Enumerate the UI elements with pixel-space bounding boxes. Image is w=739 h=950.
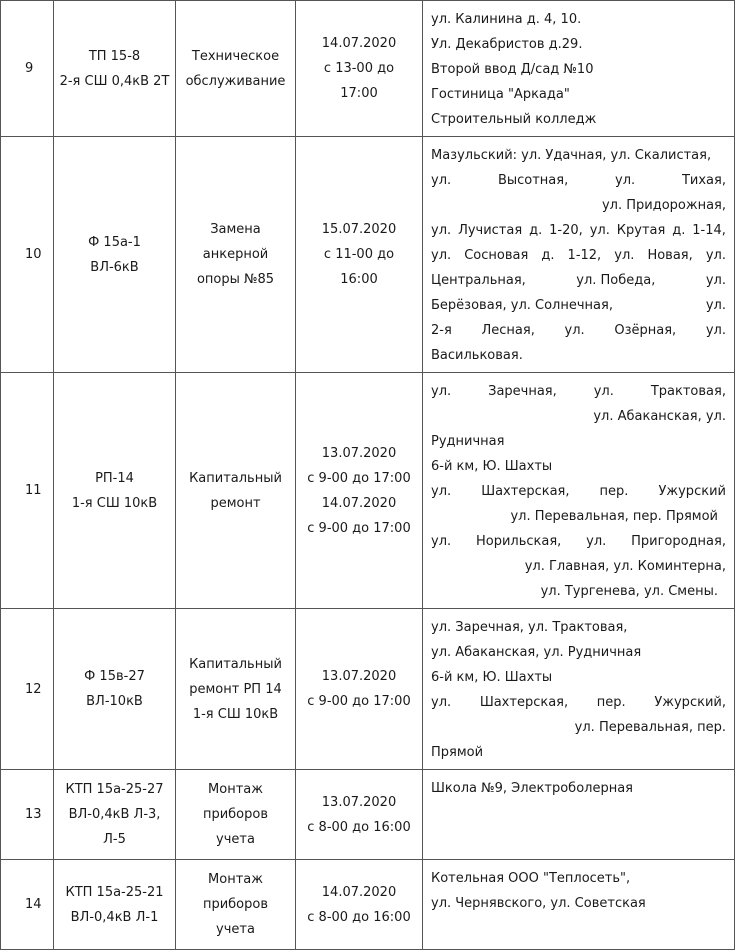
address-cell (423, 373, 735, 609)
address-text: ул. (615, 173, 636, 188)
address-cell (423, 770, 735, 860)
address-text: Рудничная (431, 434, 505, 449)
address-text: ул. (431, 173, 452, 188)
object-line: КТП 15а-25-21 (65, 884, 164, 900)
address-line (431, 168, 726, 193)
work-type-line: учета (216, 922, 255, 937)
work-type-line: приборов (202, 897, 269, 912)
address-text: ул. Перевальная, пер. Прямой (510, 509, 718, 524)
row-number: 14 (1, 860, 54, 950)
address-text: Прямой (431, 745, 484, 760)
work-type-line: Капитальный (189, 470, 282, 486)
address-text: д. (541, 248, 555, 263)
address-line (431, 504, 726, 529)
address-text: ул. Победа, (576, 273, 656, 288)
work-type-cell (176, 1, 296, 137)
address-text: Строительный колледж (431, 112, 597, 127)
object-cell (54, 373, 176, 609)
address-text: ул. Перевальная, пер. (574, 720, 726, 735)
address-line (431, 529, 726, 554)
object-line: Л-5 (103, 832, 126, 847)
object-line: ВЛ-0,4кВ Л-1 (70, 909, 159, 925)
work-type-line: обслуживание (185, 73, 286, 89)
time-line: 14.07.2020 (321, 884, 397, 900)
address-text: Ул. Декабристов д.29. (431, 37, 583, 52)
table-row (1, 137, 735, 373)
time-line: 13.07.2020 (321, 794, 397, 810)
address-text: Ужурский (658, 484, 726, 499)
object-line: ВЛ-10кВ (86, 694, 143, 709)
time-cell (296, 860, 423, 950)
time-cell (296, 1, 423, 137)
address-text: ул. Калинина д. 4, 10. (431, 12, 582, 27)
address-text: пер. (596, 695, 626, 710)
address-text: ул. (586, 534, 607, 549)
address-line (431, 665, 726, 690)
work-type-line: Замена (210, 222, 261, 237)
address-cell (423, 860, 735, 950)
address-line (431, 690, 726, 715)
time-line: с 8-00 до 16:00 (307, 909, 411, 925)
work-type-line: Капитальный (189, 656, 282, 672)
address-text: ул. Придорожная, (601, 198, 726, 213)
address-text: 2-я (431, 323, 452, 338)
table-row (1, 860, 735, 950)
address-line (431, 554, 726, 579)
address-text: Лучистая (458, 223, 523, 238)
address-text: Шахтерская, (481, 484, 570, 499)
address-line (431, 193, 726, 218)
time-line: с 8-00 до 16:00 (307, 819, 411, 835)
time-line: с 9-00 до 17:00 (307, 694, 411, 709)
time-line: 14.07.2020 (321, 36, 397, 51)
object-line: КТП 15а-25-27 (65, 782, 164, 797)
address-text: ул. Абаканская, ул. Рудничная (431, 645, 642, 660)
address-text: ул. Чернявского, ул. Советская (431, 896, 646, 911)
address-text: 1-14, (692, 223, 726, 238)
address-line (431, 479, 726, 504)
address-text: ул. (431, 695, 452, 710)
address-text: Тихая, (681, 173, 726, 188)
address-text: Озёрная, (614, 323, 677, 338)
row-number: 9 (1, 1, 54, 137)
address-text: Центральная, (431, 273, 526, 288)
address-text: ул. (431, 484, 452, 499)
table-row (1, 609, 735, 770)
address-text: ул. (705, 248, 726, 263)
work-type-line: учета (216, 832, 255, 847)
time-cell (296, 770, 423, 860)
address-cell (423, 609, 735, 770)
address-text: Норильская, (475, 534, 562, 549)
address-text: Васильковая. (431, 348, 523, 363)
table-body (1, 1, 735, 950)
address-text: Высотная, (497, 173, 569, 188)
address-text: Крутая (616, 223, 666, 238)
object-line: Ф 15а-1 (88, 234, 141, 250)
time-cell (296, 137, 423, 373)
work-type-line: ремонт РП 14 (189, 681, 282, 697)
address-line (431, 740, 726, 765)
address-text: Второй ввод Д/сад №10 (431, 62, 594, 77)
address-text: Лесная, (481, 323, 535, 338)
time-line: 16:00 (340, 272, 378, 287)
object-cell (54, 609, 176, 770)
address-text: ул. Абаканская, ул. (593, 409, 726, 424)
address-line (431, 218, 726, 243)
row-number: 12 (1, 609, 54, 770)
address-line (431, 243, 726, 268)
object-cell (54, 137, 176, 373)
work-type-line: Монтаж (208, 872, 263, 887)
address-text: ул. (705, 323, 726, 338)
address-text: Новая, (647, 248, 693, 263)
address-line (431, 343, 726, 368)
address-line (431, 293, 726, 318)
work-type-line: ремонт (210, 495, 261, 511)
time-line: 14.07.2020 (321, 495, 397, 511)
address-line (431, 715, 726, 740)
work-type-cell (176, 609, 296, 770)
work-type-cell (176, 770, 296, 860)
object-cell (54, 770, 176, 860)
work-type-line: опоры №85 (196, 272, 275, 287)
address-text: Сосновая (464, 248, 529, 263)
time-line: с 11-00 до (323, 247, 395, 262)
address-line (431, 82, 726, 107)
address-text: ул. (564, 323, 585, 338)
table-row (1, 770, 735, 860)
address-text: 1-12, (567, 248, 602, 263)
address-text: Шахтерская, (479, 695, 569, 710)
address-line (431, 640, 726, 665)
object-line: 1-я СШ 10кВ (71, 495, 158, 511)
work-type-cell (176, 137, 296, 373)
object-line: 2-я СШ 0,4кВ 2Т (59, 73, 170, 89)
address-text: Пригородная, (631, 534, 726, 549)
address-line (431, 379, 726, 404)
work-type-line: Техническое (191, 48, 280, 64)
address-text: ул. (431, 223, 452, 238)
address-cell (423, 1, 735, 137)
address-text: Заречная, (488, 384, 557, 399)
address-text: Берёзовая, ул. Солнечная, (431, 298, 613, 313)
address-line (431, 404, 726, 429)
table-row (1, 373, 735, 609)
address-line (431, 143, 726, 168)
table-row (1, 1, 735, 137)
address-text: ул. (431, 384, 452, 399)
row-number: 10 (1, 137, 54, 373)
address-text: Ужурский, (654, 695, 726, 710)
time-line: 13.07.2020 (321, 445, 397, 461)
object-line: ВЛ-6кВ (90, 259, 139, 275)
work-type-line: анкерной (202, 247, 269, 262)
address-text: 6-й км, Ю. Шахты (431, 459, 553, 474)
address-text: ул. (614, 248, 635, 263)
address-line (431, 429, 726, 454)
time-line: 13.07.2020 (321, 669, 397, 684)
time-cell (296, 373, 423, 609)
address-line (431, 268, 726, 293)
row-number: 13 (1, 770, 54, 860)
address-text: ул. (589, 223, 610, 238)
address-text: д. (529, 223, 543, 238)
address-text: 6-й км, Ю. Шахты (431, 670, 553, 685)
address-text: Трактовая, (650, 384, 726, 399)
object-line: РП-14 (95, 470, 134, 486)
work-type-line: Монтаж (208, 782, 263, 797)
address-text: Школа №9, Электроболерная (431, 781, 634, 796)
time-cell (296, 609, 423, 770)
work-type-cell (176, 860, 296, 950)
address-text: ул. (431, 534, 452, 549)
object-cell (54, 1, 176, 137)
address-text: ул. Тургенева, ул. Смены. (540, 584, 718, 599)
address-text: ул. Заречная, ул. Трактовая, (431, 620, 628, 635)
address-text: ул. (705, 273, 726, 288)
time-line: с 9-00 до 17:00 (307, 520, 411, 536)
object-cell (54, 860, 176, 950)
address-text: ул. (431, 248, 452, 263)
address-line (431, 615, 726, 640)
address-text: пер. (599, 484, 629, 499)
address-line (431, 107, 726, 132)
work-type-cell (176, 373, 296, 609)
address-line (431, 32, 726, 57)
address-text: ул. Главная, ул. Коминтерна, (524, 559, 726, 574)
work-type-line: 1-я СШ 10кВ (192, 706, 279, 722)
object-line: Ф 15в-27 (84, 669, 145, 684)
time-line: с 13-00 до (323, 61, 395, 76)
address-line (431, 7, 726, 32)
time-line: 15.07.2020 (321, 222, 397, 237)
address-text: Мазульский: ул. Удачная, ул. Скалистая, (431, 148, 712, 163)
address-cell (423, 137, 735, 373)
work-type-line: приборов (202, 807, 269, 822)
time-line: 17:00 (340, 86, 378, 101)
row-number: 11 (1, 373, 54, 609)
address-line (431, 891, 726, 916)
address-line (431, 776, 726, 801)
address-line (431, 57, 726, 82)
address-line (431, 866, 726, 891)
address-text: д. (672, 223, 686, 238)
object-line: ТП 15-8 (88, 48, 141, 64)
time-line: с 9-00 до 17:00 (307, 470, 411, 486)
address-text: Котельная ООО "Теплосеть", (431, 871, 631, 886)
address-line (431, 318, 726, 343)
object-line: ВЛ-0,4кВ Л-3, (68, 807, 161, 822)
address-text: ул. (593, 384, 614, 399)
address-text: Гостиница "Аркада" (431, 87, 570, 102)
address-line (431, 454, 726, 479)
address-text: ул. (705, 298, 726, 313)
address-line (431, 579, 726, 604)
address-text: 1-20, (549, 223, 583, 238)
